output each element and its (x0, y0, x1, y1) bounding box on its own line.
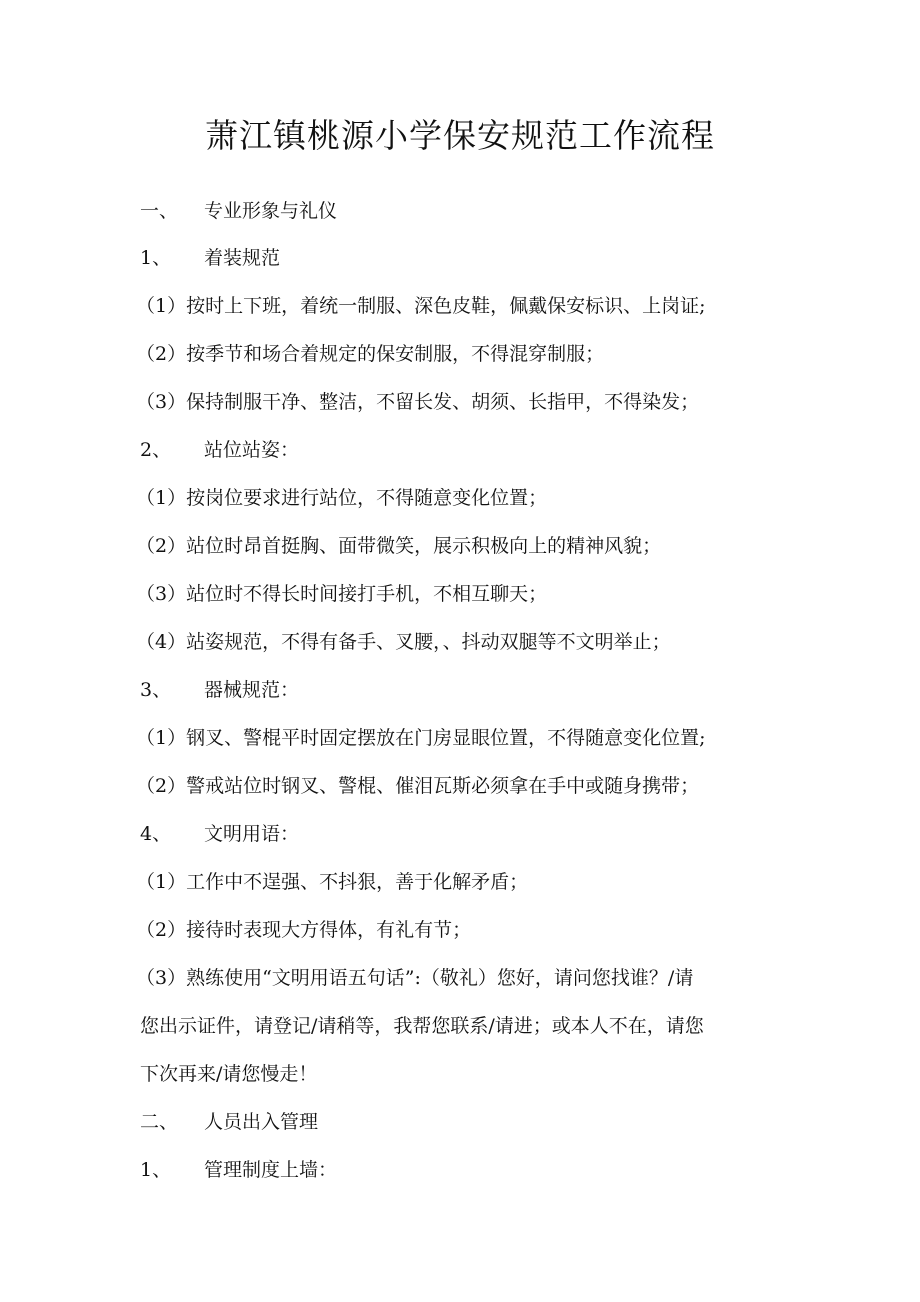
subsection-heading (140, 435, 790, 465)
subsection-heading (140, 1155, 790, 1185)
list-item: （4）站姿规范，不得有备手、叉腰，、抖动双腿等不文明举止； (136, 631, 671, 653)
section-text: 专业形象与礼仪 (204, 200, 338, 222)
subsection-text: 文明用语： (204, 823, 300, 845)
subsection-text: 器械规范： (204, 679, 300, 701)
section-text: 人员出入管理 (204, 1111, 319, 1133)
list-item: （1）按时上下班，着统一制服、深色皮鞋，佩戴保安标识、上岗证; (136, 295, 706, 317)
document-title: 萧江镇桃源小学保安规范工作流程 (205, 116, 715, 155)
section-heading (140, 1107, 790, 1137)
section-number: 一、 (140, 200, 179, 222)
list-item: （2）站位时昂首挺胸、面带微笑，展示积极向上的精神风貌； (136, 535, 662, 557)
list-item: （1）钢叉、警棍平时固定摆放在门房显眼位置，不得随意变化位置; (136, 727, 706, 749)
list-item: （3）站位时不得长时间接打手机，不相互聊天； (136, 583, 548, 605)
list-item: （2）按季节和场合着规定的保安制服，不得混穿制服； (136, 343, 605, 365)
list-item: （2）接待时表现大方得体，有礼有节； (136, 919, 472, 941)
section-heading (140, 196, 790, 226)
list-item: （1）按岗位要求进行站位，不得随意变化位置； (136, 487, 548, 509)
section-number: 二、 (140, 1111, 179, 1133)
subsection-text: 站位站姿： (204, 439, 300, 461)
list-item: （3）熟练使用“文明用语五句话”:（敬礼）您好，请问您找谁？/请 (136, 967, 694, 989)
subsection-number: 4、 (140, 823, 172, 845)
paragraph-line: 您出示证件，请登记/请稍等，我帮您联系/请进；或本人不在，请您 (140, 1015, 704, 1037)
subsection-heading (140, 819, 790, 849)
subsection-heading (140, 675, 790, 705)
subsection-number: 3、 (140, 679, 172, 701)
subsection-text: 着装规范 (204, 247, 281, 269)
subsection-number: 1、 (140, 1159, 172, 1181)
list-item: （1）工作中不逞强、不抖狠，善于化解矛盾； (136, 871, 529, 893)
list-item: （3）保持制服干净、整洁，不留长发、胡须、长指甲，不得染发； (136, 391, 700, 413)
subsection-text: 管理制度上墙： (204, 1159, 338, 1181)
subsection-number: 2、 (140, 439, 172, 461)
list-item: （2）警戒站位时钢叉、警棍、催泪瓦斯必须拿在手中或随身携带； (136, 775, 700, 797)
paragraph-line: 下次再来/请您慢走！ (140, 1063, 318, 1085)
subsection-heading (140, 243, 790, 273)
subsection-number: 1、 (140, 247, 172, 269)
